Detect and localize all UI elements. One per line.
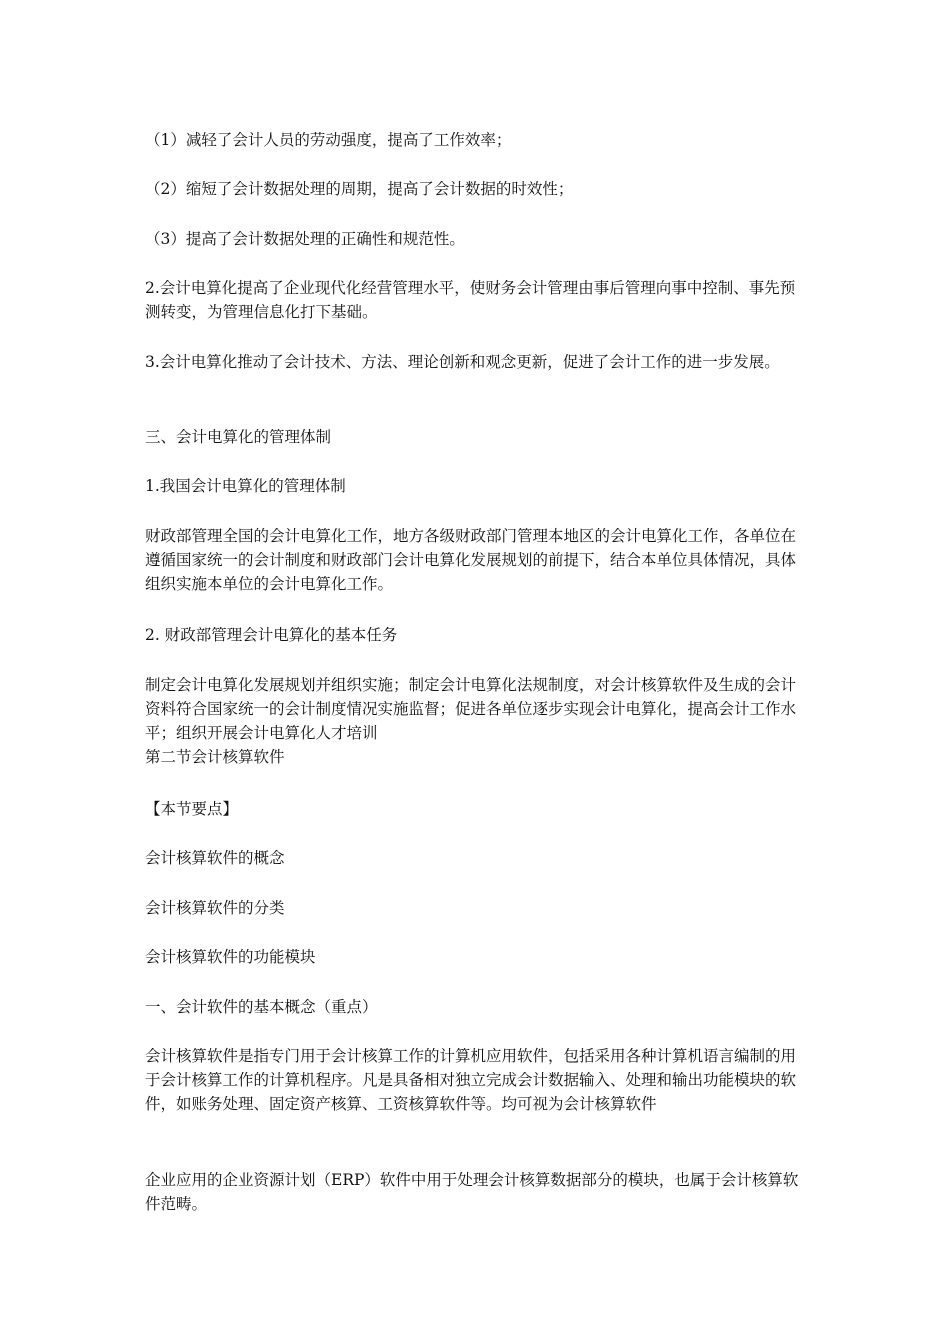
key-point-concept: 会计核算软件的概念 bbox=[145, 849, 285, 867]
subheading-basic-tasks: 2. 财政部管理会计电算化的基本任务 bbox=[145, 626, 398, 644]
paragraph-point-2: 2.会计电算化提高了企业现代化经营管理水平，使财务会计管理由事后管理向事中控制、事先预测转变，为管理信息化打下基础。 bbox=[145, 279, 796, 321]
key-point-modules: 会计核算软件的功能模块 bbox=[145, 948, 316, 966]
paragraph-ministry-of-finance: 财政部管理全国的会计电算化工作，地方各级财政部门管理本地区的会计电算化工作，各单位在遵循国家统一的会计制度和财政部门会计电算化发展规划的前提下，结合本单位具体情况，具体组织实施本单位的会计电算化工作。 bbox=[145, 527, 797, 593]
paragraph-item-1: （1）减轻了会计人员的劳动强度，提高了工作效率； bbox=[145, 131, 512, 149]
section-heading-management-system: 三、会计电算化的管理体制 bbox=[145, 428, 332, 446]
subheading-china-management-system: 1.我国会计电算化的管理体制 bbox=[145, 477, 346, 495]
paragraph-erp: 企业应用的企业资源计划（ERP）软件中用于处理会计核算数据部分的模块，也属于会计核算软件范畴。 bbox=[145, 1171, 799, 1213]
paragraph-item-2: （2）缩短了会计数据处理的周期，提高了会计数据的时效性； bbox=[145, 180, 574, 198]
key-point-classification: 会计核算软件的分类 bbox=[145, 899, 285, 917]
paragraph-point-3: 3.会计电算化推动了会计技术、方法、理论创新和观念更新，促进了会计工作的进一步发展。 bbox=[145, 353, 780, 371]
section-heading-basic-concept: 一、会计软件的基本概念（重点） bbox=[145, 998, 378, 1016]
chapter-heading-section-two: 第二节会计核算软件 bbox=[145, 748, 285, 766]
paragraph-software-definition: 会计核算软件是指专门用于会计核算工作的计算机应用软件，包括采用各种计算机语言编制的用于会计核算工作的计算机程序。凡是具备相对独立完成会计数据输入、处理和输出功能模块的软件，如账务处理、固定资产核算、工资核算软件等。均可视为会计核算软件 bbox=[145, 1047, 797, 1113]
paragraph-basic-tasks: 制定会计电算化发展规划并组织实施；制定会计电算化法规制度，对会计核算软件及生成的会计资料符合国家统一的会计制度情况实施监督；促进各单位逐步实现会计电算化，提高会计工作水平；组织开展会计电算化人才培训 bbox=[145, 676, 797, 742]
paragraph-item-3: （3）提高了会计数据处理的正确性和规范性。 bbox=[145, 230, 465, 248]
section-key-points-heading: 【本节要点】 bbox=[145, 800, 239, 818]
